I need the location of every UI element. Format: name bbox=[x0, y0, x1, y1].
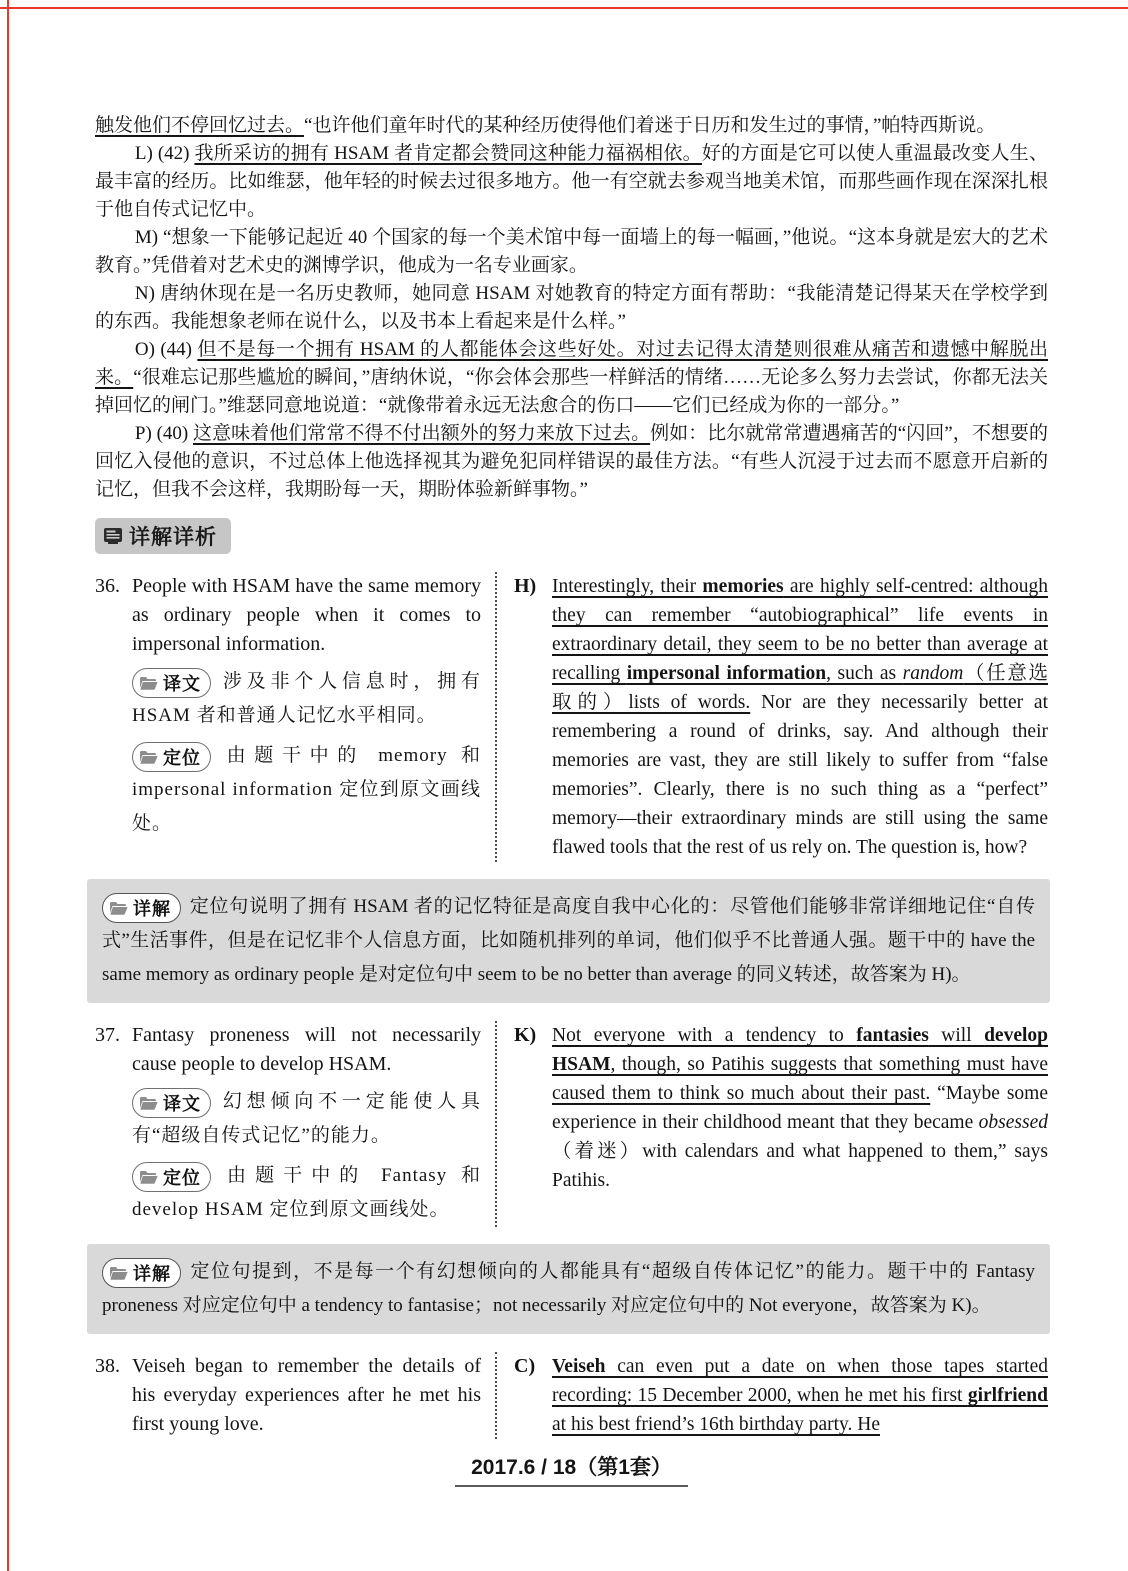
locate-badge-label: 定位 bbox=[163, 1167, 201, 1188]
explain-badge-label: 详解 bbox=[133, 1263, 171, 1284]
text-segment: “很难忘记那些尴尬的瞬间，”唐纳休说，“你会体会那些一样鲜活的情绪……无论多么努力去尝试，你都无法关掉回忆的闸门。”维瑟同意地说道：“就像带着永远无法愈合的伤口——它们已经成为你的一部分。” bbox=[95, 367, 1048, 416]
answer-option-text bbox=[552, 572, 1048, 862]
question-36-right-column bbox=[497, 572, 1048, 862]
question-number: 36. bbox=[95, 575, 120, 597]
locate-badge bbox=[132, 742, 211, 772]
explain-badge bbox=[102, 1258, 181, 1288]
text-segment: can even put a date on when those tapes started recording: 15 December 2000, when he met his first bbox=[552, 1356, 1048, 1406]
text-segment: fantasies bbox=[856, 1025, 929, 1046]
text-segment: （任意选取的）lists of words. bbox=[552, 663, 1048, 713]
translation-badge bbox=[132, 1088, 211, 1118]
text-segment: O) (44) bbox=[134, 339, 198, 360]
question-number: 37. bbox=[95, 1024, 120, 1046]
locate-badge-label: 定位 bbox=[163, 747, 201, 768]
text-segment: L) (42) bbox=[134, 143, 195, 164]
answer-option-label: K) bbox=[514, 1024, 537, 1046]
question-37-left-column bbox=[95, 1021, 495, 1227]
text-segment: M) “想象一下能够记起近 40 个国家的每一个美术馆中每一面墙上的每一幅画，”他说。“这本身就是宏大的艺术教育。”凭借着对艺术史的渊博学识，他成为一名专业画家。 bbox=[95, 227, 1048, 276]
text-segment: will bbox=[928, 1025, 985, 1046]
question-38-left-column bbox=[95, 1352, 495, 1439]
red-crop-line-left bbox=[7, 0, 9, 1571]
question-stem bbox=[132, 1021, 481, 1079]
explanation-text bbox=[102, 1261, 1035, 1316]
question-38-right-column bbox=[497, 1352, 1048, 1439]
text-segment: girlfriend bbox=[967, 1385, 1048, 1406]
passage-paragraph-P bbox=[95, 420, 1048, 504]
question-row-36 bbox=[95, 572, 1048, 862]
text-segment: 幻想倾向不一定能使人具有“超级自传式记忆”的能力。 bbox=[132, 1091, 481, 1146]
folder-icon bbox=[139, 676, 158, 690]
question-row-38 bbox=[95, 1352, 1048, 1439]
text-segment: 定位句说明了拥有 HSAM 者的记忆特征是高度自我中心化的：尽管他们能够非常详细地记住“自传式”生活事件，但是在记忆非个人信息方面，比如随机排列的单词，他们似乎不比普通人强。题干中的 have the same memory as ordinary people 是对定位句中 seem to be no better than average 的同义转述，故答案为 H)。 bbox=[102, 896, 1035, 985]
translation-badge bbox=[132, 668, 211, 698]
locate-line bbox=[132, 739, 481, 841]
translation-badge-label: 译文 bbox=[163, 1093, 201, 1114]
text-segment: Veiseh bbox=[552, 1356, 606, 1377]
answer-option-label: H) bbox=[514, 575, 537, 597]
footer-page-number: 2017.6 / 18（第1套） bbox=[455, 1451, 688, 1487]
explain-badge-label: 详解 bbox=[133, 898, 171, 919]
answer-option-label: C) bbox=[514, 1355, 536, 1377]
text-segment: P) (40) bbox=[134, 423, 194, 444]
text-segment: impersonal information bbox=[626, 663, 827, 684]
folder-icon bbox=[109, 1266, 128, 1280]
text-segment: 由题干中的 Fantasy 和 develop HSAM 定位到原文画线处。 bbox=[132, 1165, 481, 1220]
section-header-label: 详解详析 bbox=[129, 526, 217, 549]
text-segment: Fantasy proneness will not necessarily cause people to develop HSAM. bbox=[132, 1024, 481, 1075]
text-segment: 我所采访的拥有 HSAM 者肯定都会赞同这种能力福祸相依。 bbox=[194, 143, 702, 164]
text-segment: （着迷）with calendars and what happened to them,” says Patihis. bbox=[552, 1141, 1048, 1191]
explanation-box-36 bbox=[87, 879, 1050, 1003]
text-segment: Veiseh began to remember the details of his everyday experiences after he met his first young love. bbox=[132, 1355, 481, 1435]
text-segment: , though, so Patihis suggests that something must have caused them to think so much about their past. bbox=[552, 1054, 1048, 1104]
text-segment: 例如：比尔就常常遭遇痛苦的“闪回”，不想要的回忆入侵他的意识，不过总体上他选择视其为避免犯同样错误的最佳方法。“有些人沉浸于过去而不愿意开启新的记忆，但我不会这样，我期盼每一天，期盼体验新鲜事物。” bbox=[95, 423, 1048, 500]
text-segment: “Maybe some experience in their childhood meant that they became bbox=[552, 1083, 1048, 1133]
locate-badge bbox=[132, 1162, 211, 1192]
text-segment: Not everyone with a tendency to bbox=[552, 1025, 857, 1046]
text-segment: obsessed bbox=[978, 1112, 1048, 1133]
question-37-body bbox=[132, 1021, 481, 1227]
text-segment: “也许他们童年时代的某种经历使得他们着迷于日历和发生过的事情，”帕特西斯说。 bbox=[304, 115, 996, 136]
text-segment: 触发他们不停回忆过去。 bbox=[95, 115, 305, 136]
folder-icon bbox=[139, 1096, 158, 1110]
text-segment: random bbox=[902, 663, 964, 684]
text-segment: 涉及非个人信息时，拥有 HSAM 者和普通人记忆水平相同。 bbox=[132, 671, 481, 726]
question-37-right-column bbox=[497, 1021, 1048, 1227]
translation-badge-label: 译文 bbox=[163, 673, 201, 694]
answer-option-text bbox=[552, 1021, 1048, 1195]
explanation-box-37 bbox=[87, 1244, 1050, 1334]
text-segment: 定位句提到，不是每一个有幻想倾向的人都能具有“超级自传体记忆”的能力。题干中的 Fantasy proneness 对应定位句中 a tendency to fantasise；not necessarily 对应定位句中的 Not everyone，故答案为 K)。 bbox=[102, 1261, 1035, 1316]
text-segment: Nor are they necessarily better at remembering a round of drinks, say. And although their memories are vast, they are still likely to suffer from “false memories”. Clearly, there is no such thing as a “perfect” memory—their extraordinary minds are still using the same flawed tools that the rest of us rely on. The question is, how? bbox=[552, 692, 1048, 858]
explanation-text bbox=[102, 896, 1035, 985]
text-segment: 由题干中的 memory 和 impersonal information 定位到原文画线处。 bbox=[132, 745, 481, 834]
text-segment: develop HSAM bbox=[552, 1025, 1048, 1075]
folder-icon bbox=[139, 750, 158, 764]
question-stem bbox=[132, 1352, 481, 1439]
text-segment: are highly self-centred: although they can remember “autobiographical” life events in extraordinary detail, they seem to be no better than average at recalling bbox=[552, 576, 1048, 684]
answer-option-text bbox=[552, 1352, 1048, 1439]
question-36-body bbox=[132, 572, 481, 841]
text-segment: N) 唐纳休现在是一名历史教师，她同意 HSAM 对她教育的特定方面有帮助：“我能清楚记得某天在学校学到的东西。我能想象老师在说什么，以及书本上看起来是什么样。” bbox=[95, 283, 1048, 332]
text-segment: memories bbox=[702, 576, 784, 597]
text-segment: People with HSAM have the same memory as ordinary people when it comes to impersonal information. bbox=[132, 575, 481, 655]
question-38-body bbox=[132, 1352, 481, 1439]
text-segment: 但不是每一个拥有 HSAM 的人都能体会这些好处。对过去记得太清楚则很难从痛苦和遗憾中解脱出来。 bbox=[95, 339, 1049, 388]
text-segment: 这意味着他们常常不得不付出额外的努力来放下过去。 bbox=[193, 423, 651, 444]
text-segment: Interestingly, their bbox=[552, 576, 703, 597]
question-stem bbox=[132, 572, 481, 659]
page-footer bbox=[95, 1451, 1048, 1487]
passage-translation-block bbox=[95, 112, 1048, 504]
red-crop-line-top bbox=[0, 7, 1128, 9]
passage-paragraph-O bbox=[95, 336, 1048, 420]
passage-paragraph-continuation bbox=[95, 112, 1048, 140]
translation-line bbox=[132, 665, 481, 733]
passage-paragraph-L bbox=[95, 140, 1048, 224]
question-row-37 bbox=[95, 1021, 1048, 1227]
passage-paragraph-N bbox=[95, 280, 1048, 336]
question-number: 38. bbox=[95, 1355, 120, 1377]
notebook-icon bbox=[103, 527, 123, 545]
translation-line bbox=[132, 1085, 481, 1153]
page-content bbox=[95, 112, 1048, 1487]
section-header-detail-analysis bbox=[95, 518, 231, 554]
text-segment: at his best friend’s 16th birthday party. He bbox=[552, 1414, 880, 1435]
text-segment: , such as bbox=[826, 663, 903, 684]
text-segment: 好的方面是它可以使人重温最改变人生、最丰富的经历。比如维瑟，他年轻的时候去过很多地方。他一有空就去参观当地美术馆，而那些画作现在深深扎根于他自传式记忆中。 bbox=[95, 143, 1049, 220]
explain-badge bbox=[102, 893, 181, 923]
folder-icon bbox=[109, 901, 128, 915]
question-36-left-column bbox=[95, 572, 495, 862]
passage-paragraph-M bbox=[95, 224, 1048, 280]
locate-line bbox=[132, 1159, 481, 1227]
folder-icon bbox=[139, 1170, 158, 1184]
